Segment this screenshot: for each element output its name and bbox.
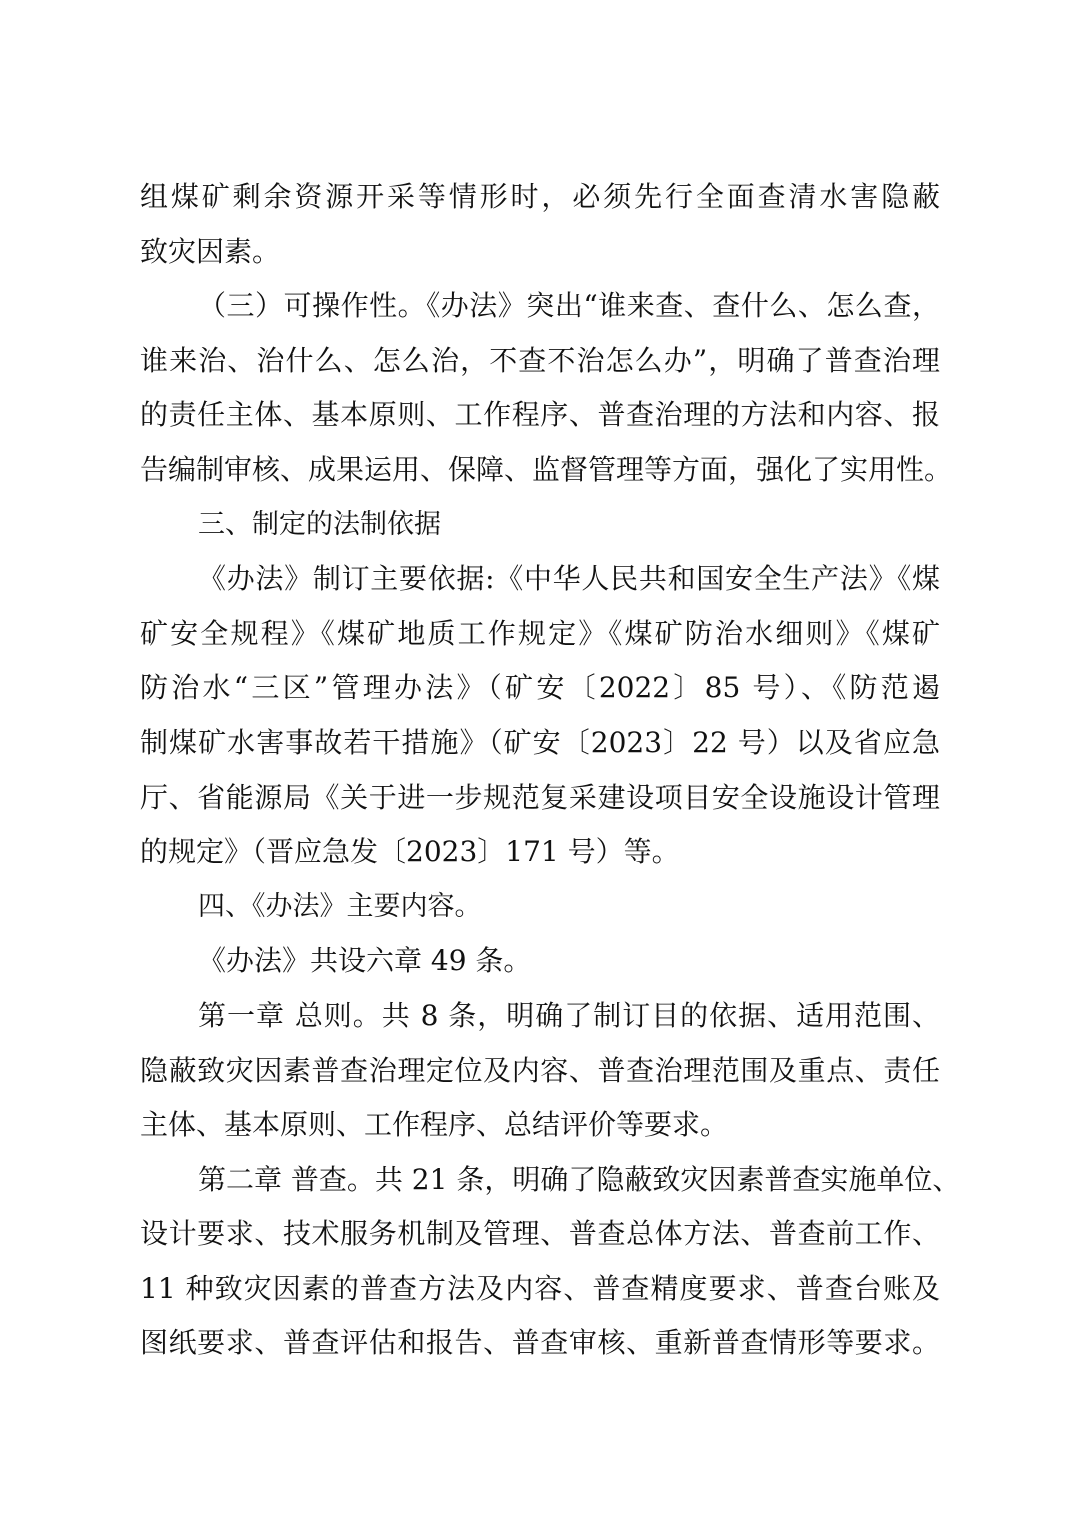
text-line: 主体、基本原则、工作程序、总结评价等要求。 (140, 1108, 729, 1142)
text-line: 制煤矿水害事故若干措施》（矿安〔2023〕22 号）以及省应急 (140, 725, 940, 759)
text-line: 《办法》制订主要依据:《中华人民共和国安全生产法》《煤 (198, 562, 940, 596)
section-heading (140, 880, 940, 935)
text-line: 的责任主体、基本原则、工作程序、普查治理的方法和内容、报 (140, 398, 940, 432)
paragraph (140, 934, 940, 989)
heading-text: 三、制定的法制依据 (198, 508, 441, 540)
text-line: 第一章 总则。共 8 条，明确了制订目的依据、适用范围、 (198, 998, 940, 1032)
text-line: 图纸要求、普查评估和报告、普查审核、重新普查情形等要求。 (140, 1326, 940, 1360)
text-line: 致灾因素。 (140, 234, 281, 268)
text-line: 谁来治、治什么、怎么治，不查不治怎么办”，明确了普查治理 (140, 343, 940, 377)
text-line: 告编制审核、成果运用、保障、监督管理等方面，强化了实用性。 (140, 452, 953, 486)
text-line: 矿安全规程》《煤矿地质工作规定》《煤矿防治水细则》《煤矿 (140, 616, 940, 650)
text-line: 11 种致灾因素的普查方法及内容、普查精度要求、普查台账及 (140, 1271, 940, 1305)
text-line: 《办法》共设六章 49 条。 (198, 944, 532, 978)
section-heading (140, 498, 940, 553)
heading-text: 四、《办法》主要内容。 (198, 890, 482, 922)
text-line: 厅、省能源局《关于进一步规范复采建设项目安全设施设计管理 (140, 780, 940, 814)
paragraph (140, 170, 940, 279)
document-body (140, 170, 961, 1371)
text-line: 第二章 普查。共 21 条，明确了隐蔽致灾因素普查实施单位、 (198, 1162, 961, 1196)
text-line: 防治水“三区”管理办法》（矿安〔2022〕85 号）、《防范遏 (140, 671, 940, 705)
paragraph (140, 989, 940, 1153)
paragraph (140, 1153, 961, 1371)
paragraph (140, 279, 953, 497)
paragraph (140, 552, 940, 880)
text-line: （三）可操作性。《办法》突出“谁来查、查什么、怎么查， (198, 289, 940, 323)
text-line: 组煤矿剩余资源开采等情形时，必须先行全面查清水害隐蔽 (140, 180, 940, 213)
text-line: 隐蔽致灾因素普查治理定位及内容、普查治理范围及重点、责任 (140, 1053, 940, 1087)
text-line: 设计要求、技术服务机制及管理、普查总体方法、普查前工作、 (140, 1217, 940, 1251)
text-line: 的规定》（晋应急发〔2023〕171 号）等。 (140, 835, 680, 869)
